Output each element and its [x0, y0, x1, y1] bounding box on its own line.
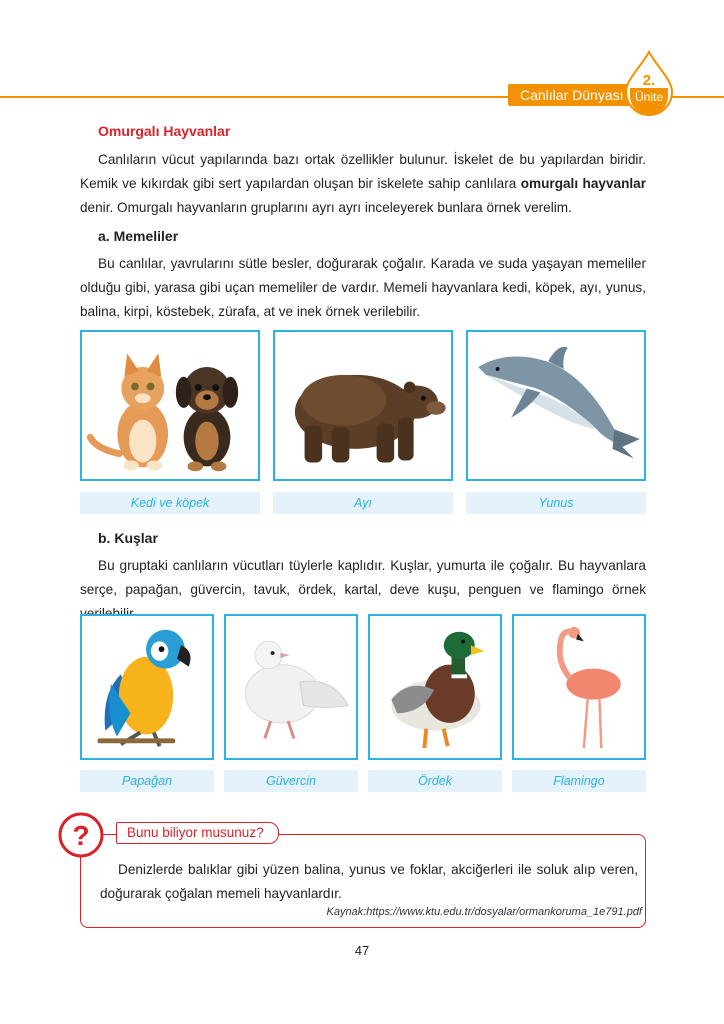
- birds-text: Bu gruptaki canlıların vücutları tüylerle kaplıdır. Kuşlar, yumurta ile çoğalır. Bu hayvanlara serçe, papağan, güvercin, tavuk, ördek, kartal, deve kuşu, penguen ve flamingo örnek: [80, 558, 646, 597]
- caption-dolphin: Yunus: [466, 492, 646, 514]
- duck-image: [370, 616, 500, 758]
- photo-parrot: [80, 614, 214, 760]
- photo-dolphin: [466, 330, 646, 481]
- flamingo-image: [514, 616, 644, 758]
- caption-dove: Güvercin: [224, 770, 358, 792]
- info-paragraph: Denizlerde balıklar gibi yüzen balina, yunus ve foklar, akciğerleri ile soluk alıp veren, doğurarak çoğalan memeli hayvanlardır.: [100, 862, 638, 901]
- bear-image: [275, 332, 451, 479]
- page-number: 47: [354, 943, 370, 958]
- unit-badge: [622, 50, 676, 116]
- unit-number: 2.: [642, 72, 656, 89]
- unit-title-tag: Canlılar Dünyası: [508, 84, 634, 106]
- caption-parrot: Papağan: [80, 770, 214, 792]
- caption-flamingo: Flamingo: [512, 770, 646, 792]
- source-citation: Kaynak:https://www.ktu.edu.tr/dosyalar/ormankoruma_1e791.pdf: [326, 906, 642, 918]
- mammals-paragraph: [80, 252, 646, 324]
- photo-flamingo: [512, 614, 646, 760]
- unit-word: Ünite: [634, 90, 663, 104]
- cat-dog-image: [82, 332, 258, 479]
- dove-image: [226, 616, 356, 758]
- photo-duck: [368, 614, 502, 760]
- photo-cat-dog: [80, 330, 260, 481]
- did-you-know-text: [100, 858, 638, 906]
- did-you-know-label: Bunu biliyor musunuz?: [116, 822, 279, 844]
- intro-text-end: denir. Omurgalı hayvanların gruplarını ayrı ayrı inceleyerek bunlara örnek verelim.: [80, 200, 572, 215]
- photo-dove: [224, 614, 358, 760]
- mammals-text: Bu canlılar, yavrularını sütle besler, doğurarak çoğalır. Karada ve suda yaşayan memeliler olduğu gibi, yarasa gibi uçan memeliler de vardır. Memeli hayvanlara kedi, köpek, ayı, yunus, balina, kirpi, köstebek, zürafa, at ve inek örnek verilebilir.: [80, 256, 646, 319]
- intro-text-start: Canlıların vücut yapılarında bazı ortak özellikler bulunur. İskelet de bu yapılardan biridir. Kemik ve kıkırdak gibi sert yapılardan oluşan bir iskelete sahip canlılara: [80, 152, 646, 191]
- caption-duck: Ördek: [368, 770, 502, 792]
- svg-text:?: ?: [72, 820, 90, 851]
- question-mark-icon: [58, 812, 104, 858]
- intro-bold-term: omurgalı hayvanlar: [520, 176, 646, 191]
- section-title: Omurgalı Hayvanlar: [98, 123, 231, 139]
- intro-paragraph: [80, 148, 646, 220]
- dolphin-image: [468, 332, 644, 479]
- birds-title: b. Kuşlar: [98, 530, 158, 546]
- mammals-title: a. Memeliler: [98, 228, 179, 244]
- parrot-image: [82, 616, 212, 758]
- photo-bear: [273, 330, 453, 481]
- caption-cat-dog: Kedi ve köpek: [80, 492, 260, 514]
- caption-bear: Ayı: [273, 492, 453, 514]
